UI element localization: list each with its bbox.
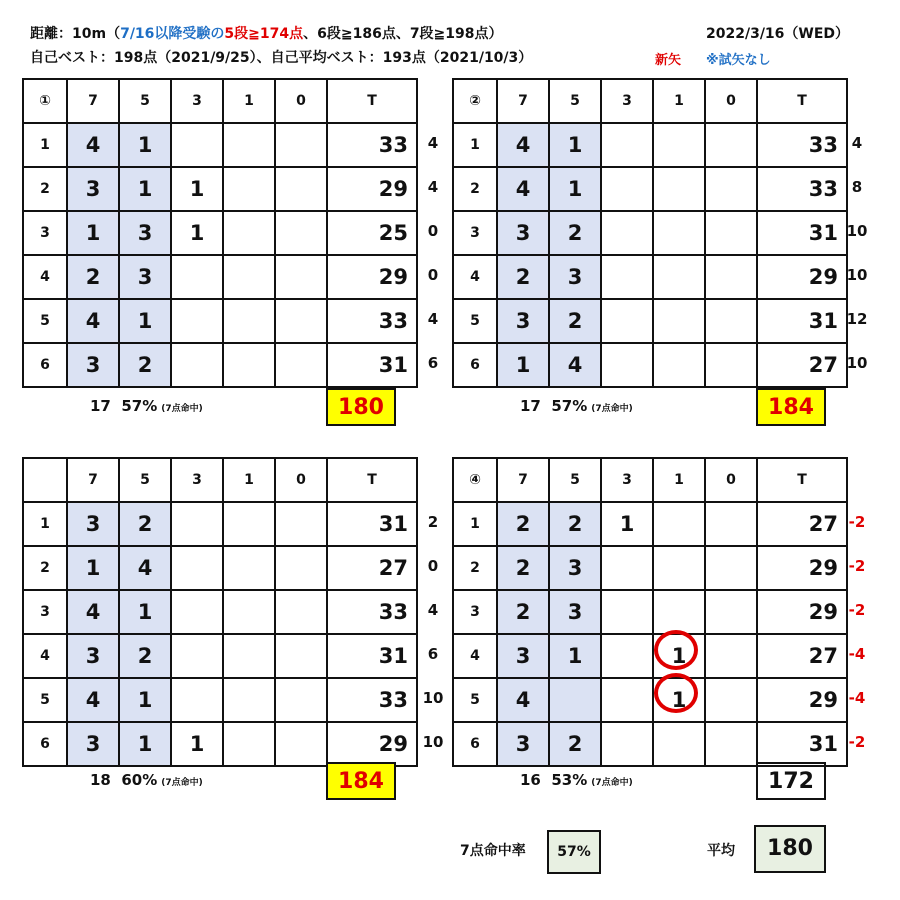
end-total: 31 <box>327 634 417 678</box>
round-total: 184 <box>326 762 396 800</box>
end-number: 5 <box>23 678 67 722</box>
table-row <box>453 502 847 546</box>
table-row <box>453 634 847 678</box>
count-cell <box>705 343 757 387</box>
highlight-circle <box>654 673 698 713</box>
end-total: 33 <box>757 123 847 167</box>
count-cell: 3 <box>67 722 119 766</box>
end-number: 6 <box>453 343 497 387</box>
table-row <box>453 590 847 634</box>
column-header: T <box>327 458 417 502</box>
table-row <box>23 167 417 211</box>
count-cell <box>171 634 223 678</box>
count-cell <box>601 546 653 590</box>
end-total: 31 <box>757 722 847 766</box>
score-table-round-2 <box>452 78 848 388</box>
count-cell <box>223 299 275 343</box>
count-cell: 2 <box>549 722 601 766</box>
count-cell <box>653 167 705 211</box>
column-header: 5 <box>119 79 171 123</box>
end-number: 3 <box>453 590 497 634</box>
count-cell: 3 <box>497 634 549 678</box>
count-cell <box>275 343 327 387</box>
hit-rate: 57% <box>551 397 588 415</box>
hit-rate-label: 7点命中率 <box>460 843 526 859</box>
side-value: -2 <box>848 733 866 751</box>
table-row <box>23 255 417 299</box>
end-total: 27 <box>757 502 847 546</box>
side-value: 10 <box>846 354 868 372</box>
end-number: 2 <box>453 167 497 211</box>
count-cell: 3 <box>119 255 171 299</box>
side-value: 4 <box>427 601 439 619</box>
end-number: 1 <box>453 502 497 546</box>
new-arrow-note: 新矢 <box>655 53 682 68</box>
table-row <box>453 167 847 211</box>
hit-count: 17 <box>90 397 111 415</box>
count-cell <box>223 722 275 766</box>
table-row <box>453 343 847 387</box>
hit-count: 16 <box>520 771 541 789</box>
count-cell: 4 <box>67 678 119 722</box>
count-cell <box>653 722 705 766</box>
count-cell: 3 <box>549 590 601 634</box>
count-cell <box>171 255 223 299</box>
end-total: 31 <box>757 211 847 255</box>
trial-arrow-note: ※試矢なし <box>706 53 771 68</box>
count-cell: 3 <box>497 722 549 766</box>
column-header: 3 <box>171 458 223 502</box>
count-cell <box>705 123 757 167</box>
count-cell: 4 <box>549 343 601 387</box>
count-cell <box>223 634 275 678</box>
table-row <box>23 299 417 343</box>
hit-count: 17 <box>520 397 541 415</box>
count-cell <box>275 299 327 343</box>
column-header: 3 <box>601 458 653 502</box>
end-total: 29 <box>327 255 417 299</box>
average-value: 180 <box>754 825 826 873</box>
side-value: -2 <box>848 557 866 575</box>
end-total: 25 <box>327 211 417 255</box>
count-cell <box>653 546 705 590</box>
table-row <box>23 343 417 387</box>
end-number: 6 <box>23 343 67 387</box>
count-cell <box>705 678 757 722</box>
count-cell: 3 <box>549 546 601 590</box>
side-value: 10 <box>846 222 868 240</box>
count-cell: 3 <box>497 299 549 343</box>
hit-count: 18 <box>90 771 111 789</box>
count-cell <box>171 678 223 722</box>
count-cell <box>171 343 223 387</box>
end-total: 33 <box>757 167 847 211</box>
side-value: 6 <box>427 354 439 372</box>
count-cell <box>171 502 223 546</box>
round-summary <box>90 771 203 789</box>
count-cell <box>223 211 275 255</box>
column-header: 7 <box>497 79 549 123</box>
side-value: 4 <box>851 134 863 152</box>
count-cell: 2 <box>119 634 171 678</box>
score-table-round-1 <box>22 78 418 388</box>
table-row <box>453 211 847 255</box>
count-cell <box>705 590 757 634</box>
side-value: 4 <box>427 310 439 328</box>
side-value: 10 <box>846 266 868 284</box>
count-cell <box>705 167 757 211</box>
count-cell: 1 <box>119 167 171 211</box>
end-number: 1 <box>23 123 67 167</box>
count-cell: 2 <box>497 546 549 590</box>
end-number: 2 <box>23 546 67 590</box>
count-cell: 1 <box>171 167 223 211</box>
count-cell <box>223 590 275 634</box>
count-cell: 4 <box>497 167 549 211</box>
count-cell <box>653 502 705 546</box>
hit-rate-note: (7点命中) <box>161 778 203 788</box>
side-value: 6 <box>427 645 439 663</box>
hit-rate-note: (7点命中) <box>161 404 203 414</box>
end-number: 4 <box>23 255 67 299</box>
end-total: 29 <box>757 678 847 722</box>
count-cell: 1 <box>67 546 119 590</box>
count-cell: 2 <box>67 255 119 299</box>
end-total: 33 <box>327 590 417 634</box>
count-cell <box>601 211 653 255</box>
count-cell <box>171 299 223 343</box>
end-number: 3 <box>23 211 67 255</box>
side-value: 2 <box>427 513 439 531</box>
end-total: 33 <box>327 299 417 343</box>
end-total: 27 <box>757 634 847 678</box>
table-row <box>23 634 417 678</box>
round-label: ④ <box>453 458 497 502</box>
side-value: 4 <box>427 134 439 152</box>
count-cell <box>653 343 705 387</box>
column-header: 7 <box>67 458 119 502</box>
round-total: 172 <box>756 762 826 800</box>
table-row <box>453 546 847 590</box>
count-cell <box>705 502 757 546</box>
count-cell <box>275 502 327 546</box>
count-cell: 3 <box>67 167 119 211</box>
count-cell: 1 <box>119 722 171 766</box>
hit-rate: 60% <box>121 771 158 789</box>
table-row <box>23 546 417 590</box>
end-number: 4 <box>453 255 497 299</box>
column-header: 3 <box>601 79 653 123</box>
count-cell <box>601 722 653 766</box>
count-cell <box>223 343 275 387</box>
count-cell: 3 <box>67 343 119 387</box>
count-cell: 1 <box>497 343 549 387</box>
round-label: ② <box>453 79 497 123</box>
count-cell <box>601 678 653 722</box>
side-value: -4 <box>848 689 866 707</box>
count-cell: 1 <box>549 634 601 678</box>
count-cell <box>705 255 757 299</box>
end-total: 31 <box>757 299 847 343</box>
end-number: 2 <box>453 546 497 590</box>
table-row <box>453 722 847 766</box>
header-line-2: 自己ベスト：198点（2021/9/25）、自己平均ベスト：193点（2021/10/3） <box>30 50 533 66</box>
count-cell <box>549 678 601 722</box>
end-total: 29 <box>327 167 417 211</box>
end-number: 3 <box>453 211 497 255</box>
dan5-threshold: 5段≧174点 <box>224 26 304 42</box>
count-cell: 2 <box>497 502 549 546</box>
end-total: 31 <box>327 502 417 546</box>
count-cell: 2 <box>549 211 601 255</box>
count-cell: 3 <box>549 255 601 299</box>
count-cell <box>601 255 653 299</box>
side-value: -4 <box>848 645 866 663</box>
count-cell <box>601 634 653 678</box>
column-header: 3 <box>171 79 223 123</box>
hit-rate: 53% <box>551 771 588 789</box>
count-cell: 3 <box>67 502 119 546</box>
column-header: T <box>757 458 847 502</box>
count-cell: 2 <box>497 590 549 634</box>
count-cell <box>653 590 705 634</box>
count-cell: 2 <box>549 299 601 343</box>
score-table-round-4 <box>452 457 848 767</box>
date-label: 2022/3/16（WED） <box>706 26 850 42</box>
end-total: 31 <box>327 343 417 387</box>
column-header: 1 <box>653 79 705 123</box>
side-value: 4 <box>427 178 439 196</box>
count-cell: 2 <box>119 343 171 387</box>
column-header: 0 <box>275 79 327 123</box>
round-total: 184 <box>756 388 826 426</box>
distance-label: 距離：10m（ <box>30 26 121 42</box>
count-cell <box>171 123 223 167</box>
end-total: 29 <box>757 590 847 634</box>
column-header: T <box>757 79 847 123</box>
count-cell: 4 <box>67 590 119 634</box>
count-cell: 2 <box>119 502 171 546</box>
end-total: 29 <box>757 255 847 299</box>
side-value: 0 <box>427 222 439 240</box>
table-row <box>23 590 417 634</box>
end-total: 27 <box>757 343 847 387</box>
table-row <box>453 678 847 722</box>
hit-rate-note: (7点命中) <box>591 778 633 788</box>
side-value: 8 <box>851 178 863 196</box>
end-total: 33 <box>327 678 417 722</box>
count-cell <box>601 167 653 211</box>
round-summary <box>520 397 633 415</box>
side-value: 10 <box>422 733 444 751</box>
count-cell: 1 <box>653 634 705 678</box>
count-cell <box>223 123 275 167</box>
side-value: -2 <box>848 601 866 619</box>
count-cell <box>223 167 275 211</box>
count-cell <box>275 546 327 590</box>
count-cell <box>601 343 653 387</box>
count-cell <box>653 299 705 343</box>
column-header: 0 <box>705 79 757 123</box>
count-cell <box>705 211 757 255</box>
end-number: 6 <box>23 722 67 766</box>
count-cell <box>171 546 223 590</box>
count-cell <box>223 546 275 590</box>
column-header: 5 <box>549 79 601 123</box>
table-row <box>453 299 847 343</box>
count-cell: 1 <box>119 678 171 722</box>
end-number: 6 <box>453 722 497 766</box>
count-cell: 4 <box>497 123 549 167</box>
count-cell <box>275 722 327 766</box>
count-cell: 2 <box>497 255 549 299</box>
count-cell <box>275 211 327 255</box>
end-number: 2 <box>23 167 67 211</box>
end-number: 5 <box>23 299 67 343</box>
count-cell <box>601 299 653 343</box>
round-label: ① <box>23 79 67 123</box>
count-cell: 3 <box>497 211 549 255</box>
count-cell <box>275 590 327 634</box>
count-cell: 1 <box>601 502 653 546</box>
table-row <box>23 722 417 766</box>
table-row <box>453 123 847 167</box>
end-number: 5 <box>453 299 497 343</box>
count-cell: 1 <box>549 167 601 211</box>
count-cell <box>705 634 757 678</box>
side-value: 12 <box>846 310 868 328</box>
count-cell <box>275 255 327 299</box>
dan-thresholds: 、6段≧186点、7段≧198点） <box>303 26 503 42</box>
count-cell <box>653 123 705 167</box>
column-header: 1 <box>653 458 705 502</box>
column-header: 0 <box>275 458 327 502</box>
side-value: -2 <box>848 513 866 531</box>
table-row <box>23 502 417 546</box>
side-value: 0 <box>427 266 439 284</box>
end-total: 29 <box>757 546 847 590</box>
column-header: 5 <box>119 458 171 502</box>
round-label <box>23 458 67 502</box>
side-value: 0 <box>427 557 439 575</box>
count-cell: 2 <box>549 502 601 546</box>
count-cell: 4 <box>497 678 549 722</box>
count-cell <box>601 590 653 634</box>
count-cell <box>705 722 757 766</box>
count-cell: 1 <box>119 299 171 343</box>
count-cell: 1 <box>171 211 223 255</box>
round-summary <box>90 397 203 415</box>
end-number: 1 <box>23 502 67 546</box>
hit-rate-note: (7点命中) <box>591 404 633 414</box>
count-cell: 1 <box>653 678 705 722</box>
column-header: 7 <box>497 458 549 502</box>
count-cell <box>275 123 327 167</box>
hit-rate-value: 57% <box>547 830 601 874</box>
end-number: 3 <box>23 590 67 634</box>
header-line-1 <box>30 23 503 43</box>
count-cell: 4 <box>119 546 171 590</box>
table-row <box>23 678 417 722</box>
column-header: T <box>327 79 417 123</box>
count-cell <box>601 123 653 167</box>
round-total: 180 <box>326 388 396 426</box>
count-cell <box>275 678 327 722</box>
count-cell <box>171 590 223 634</box>
table-row <box>453 255 847 299</box>
round-summary <box>520 771 633 789</box>
end-total: 27 <box>327 546 417 590</box>
end-total: 33 <box>327 123 417 167</box>
count-cell: 4 <box>67 123 119 167</box>
column-header: 1 <box>223 458 275 502</box>
count-cell: 1 <box>171 722 223 766</box>
count-cell: 1 <box>119 590 171 634</box>
end-number: 5 <box>453 678 497 722</box>
exam-note: 7/16以降受験の <box>120 26 225 42</box>
count-cell <box>275 167 327 211</box>
side-value: 10 <box>422 689 444 707</box>
score-table-round-3 <box>22 457 418 767</box>
column-header: 7 <box>67 79 119 123</box>
count-cell <box>223 255 275 299</box>
count-cell <box>653 211 705 255</box>
count-cell <box>653 255 705 299</box>
count-cell: 1 <box>119 123 171 167</box>
count-cell: 1 <box>67 211 119 255</box>
count-cell <box>223 678 275 722</box>
table-row <box>23 211 417 255</box>
count-cell <box>223 502 275 546</box>
table-row <box>23 123 417 167</box>
count-cell <box>705 546 757 590</box>
count-cell <box>705 299 757 343</box>
end-number: 1 <box>453 123 497 167</box>
count-cell: 1 <box>549 123 601 167</box>
column-header: 5 <box>549 458 601 502</box>
end-number: 4 <box>23 634 67 678</box>
count-cell: 3 <box>119 211 171 255</box>
end-total: 29 <box>327 722 417 766</box>
average-label: 平均 <box>707 843 735 859</box>
count-cell: 4 <box>67 299 119 343</box>
count-cell <box>275 634 327 678</box>
highlight-circle <box>654 630 698 670</box>
column-header: 1 <box>223 79 275 123</box>
hit-rate: 57% <box>121 397 158 415</box>
count-cell: 3 <box>67 634 119 678</box>
column-header: 0 <box>705 458 757 502</box>
end-number: 4 <box>453 634 497 678</box>
